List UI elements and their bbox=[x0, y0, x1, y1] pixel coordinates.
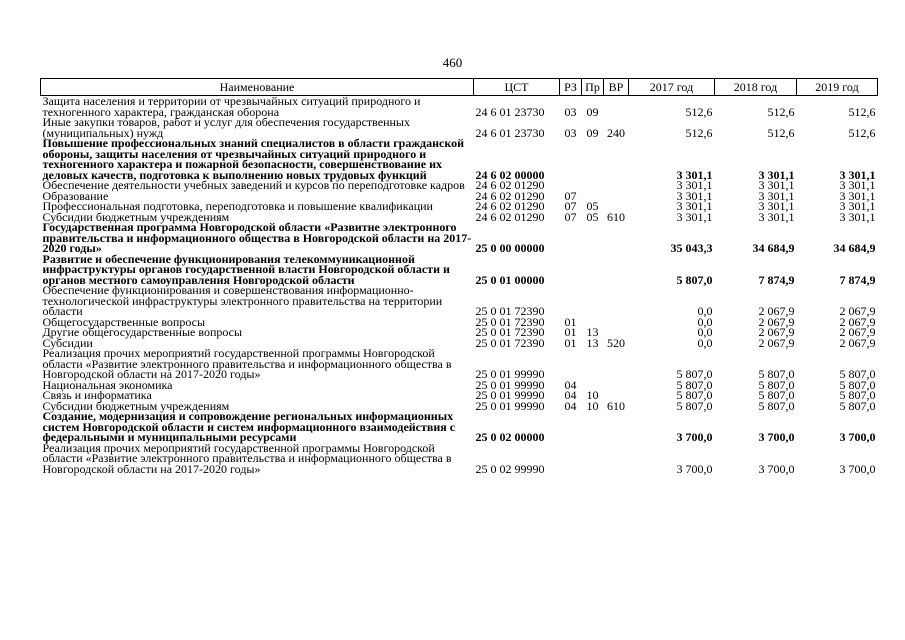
cell-name: Повышение профессиональных знаний специалистов в области гражданской обороны, защиты населения от чрезвычайных ситуаций природного и техногенного характера и пожарной безопасности, совершенствование их деловых качеств, подготовка к выполнению новых трудовых функций bbox=[42, 136, 465, 182]
cell-2019: 5 807,0 bbox=[839, 377, 876, 392]
table-row bbox=[41, 180, 878, 191]
cell-2017: 5 807,0 bbox=[676, 398, 713, 413]
cell-2018: 2 067,9 bbox=[758, 335, 795, 350]
cell-2018: 7 874,9 bbox=[758, 272, 795, 287]
cell-name: Профессиональная подготовка, переподготовка и повышение квалификации bbox=[42, 199, 433, 213]
cell-cst: 25 0 01 72390 bbox=[475, 335, 545, 350]
page-number: 460 bbox=[442, 55, 463, 70]
cell-2019: 5 807,0 bbox=[839, 388, 876, 402]
cell-2017: 3 700,0 bbox=[676, 430, 713, 444]
cell-rz: 01 bbox=[564, 325, 577, 339]
cell-2019: 3 301,1 bbox=[839, 188, 876, 203]
cell-rz: 03 bbox=[564, 125, 577, 140]
table-row bbox=[41, 443, 878, 475]
cell-2018: 3 301,1 bbox=[758, 199, 795, 213]
cell-2018: 5 807,0 bbox=[758, 398, 795, 413]
cell-cst: 25 0 02 00000 bbox=[475, 430, 545, 444]
cell-2018: 3 301,1 bbox=[758, 188, 795, 203]
cell-2018: 3 700,0 bbox=[758, 430, 795, 444]
cell-name: Субсидии бюджетным учреждениям bbox=[42, 398, 230, 413]
cell-2018: 512,6 bbox=[767, 125, 795, 140]
cell-rz bbox=[560, 222, 582, 254]
cell-vr bbox=[604, 222, 629, 254]
cell-name: Национальная экономика bbox=[42, 377, 173, 392]
cell-2018: 512,6 bbox=[767, 104, 795, 119]
cell-2019: 2 067,9 bbox=[839, 325, 876, 339]
budget-table bbox=[40, 78, 878, 474]
cell-vr bbox=[604, 191, 629, 202]
cell-2017: 5 807,0 bbox=[676, 377, 713, 392]
cell-name: Обеспечение деятельности учебных заведений и курсов по переподготовке кадров bbox=[42, 178, 465, 192]
cell-2017: 3 301,1 bbox=[676, 178, 713, 192]
cell-cst: 25 0 01 99990 bbox=[475, 388, 545, 402]
cell-2017: 3 700,0 bbox=[676, 461, 713, 476]
cell-2019: 3 301,1 bbox=[839, 209, 876, 224]
cell-2019: 2 067,9 bbox=[839, 335, 876, 350]
cell-2019: 2 067,9 bbox=[839, 304, 876, 318]
table-row bbox=[41, 327, 878, 338]
cell-pr bbox=[582, 443, 604, 475]
cell-pr bbox=[582, 222, 604, 254]
cell-vr bbox=[604, 96, 629, 118]
cell-pr: 05 bbox=[586, 209, 599, 224]
header-rz: РЗ bbox=[560, 79, 582, 96]
cell-cst: 25 0 01 72390 bbox=[475, 314, 545, 329]
cell-name: Образование bbox=[42, 188, 109, 203]
cell-pr bbox=[582, 285, 604, 317]
cell-2018: 2 067,9 bbox=[758, 325, 795, 339]
cell-vr: 520 bbox=[607, 335, 625, 350]
cell-pr bbox=[582, 180, 604, 191]
cell-2018: 3 700,0 bbox=[758, 461, 795, 476]
cell-2019: 3 700,0 bbox=[839, 430, 876, 444]
cell-pr: 09 bbox=[586, 125, 599, 140]
header-cst: ЦСТ bbox=[474, 79, 560, 96]
cell-vr bbox=[604, 317, 629, 328]
table-body bbox=[41, 96, 878, 475]
cell-2018: 5 807,0 bbox=[758, 388, 795, 402]
cell-2019: 3 301,1 bbox=[839, 199, 876, 213]
cell-vr bbox=[604, 138, 629, 180]
cell-2019: 7 874,9 bbox=[839, 272, 876, 287]
cell-2019: 34 684,9 bbox=[833, 241, 876, 255]
cell-name: Связь и информатика bbox=[42, 388, 152, 402]
cell-vr bbox=[604, 180, 629, 191]
cell-rz bbox=[560, 138, 582, 180]
cell-cst: 24 6 02 01290 bbox=[475, 199, 545, 213]
cell-name: Защита населения и территории от чрезвычайных ситуаций природного и техногенного характера, гражданская оборона bbox=[42, 94, 421, 119]
cell-2019: 512,6 bbox=[848, 125, 876, 140]
cell-rz bbox=[560, 411, 582, 443]
cell-name: Развитие и обеспечение функционирования телекоммуникационной инфраструктуры органов государственной власти Новгородской области и органов местного самоуправления Новгородской области bbox=[42, 251, 450, 287]
cell-name: Реализация прочих мероприятий государственной программы Новгородской области «Развитие электронного правительства и информационного общества в Новгородской области на 2017-2020 годы» bbox=[42, 440, 452, 476]
cell-2017: 5 807,0 bbox=[676, 367, 713, 381]
cell-pr bbox=[582, 348, 604, 380]
cell-2017: 3 301,1 bbox=[676, 199, 713, 213]
cell-2017: 3 301,1 bbox=[676, 209, 713, 224]
table-row bbox=[41, 411, 878, 443]
cell-2017: 0,0 bbox=[697, 314, 713, 329]
table-row bbox=[41, 138, 878, 180]
cell-2018: 2 067,9 bbox=[758, 314, 795, 329]
cell-pr: 05 bbox=[586, 199, 599, 213]
cell-cst: 24 6 02 01290 bbox=[475, 188, 545, 203]
cell-name: Субсидии бюджетным учреждениям bbox=[42, 209, 230, 224]
cell-pr: 13 bbox=[586, 325, 599, 339]
cell-name: Иные закупки товаров, работ и услуг для обеспечения государственных (муниципальных) нужд bbox=[42, 115, 410, 140]
cell-2017: 0,0 bbox=[697, 335, 713, 350]
cell-2018: 3 301,1 bbox=[758, 178, 795, 192]
cell-vr: 240 bbox=[607, 125, 625, 140]
cell-vr bbox=[604, 348, 629, 380]
cell-name: Реализация прочих мероприятий государственной программы Новгородской области «Развитие электронного правительства и информационного общества в Новгородской области на 2017-2020 годы» bbox=[42, 346, 452, 381]
cell-rz bbox=[560, 254, 582, 286]
cell-2017: 5 807,0 bbox=[676, 388, 713, 402]
cell-rz: 01 bbox=[564, 314, 577, 329]
cell-2019: 5 807,0 bbox=[839, 367, 876, 381]
cell-pr: 09 bbox=[586, 104, 599, 119]
cell-2019: 512,6 bbox=[848, 104, 876, 119]
cell-pr: 13 bbox=[586, 335, 599, 350]
cell-name: Субсидии bbox=[42, 335, 93, 350]
cell-name: Государственная программа Новгородской области «Развитие электронного правительства и информационного общества в Новгородской области на 2017-2020 годы» bbox=[42, 220, 472, 255]
table-header-row bbox=[41, 79, 878, 96]
cell-pr bbox=[582, 411, 604, 443]
cell-2017: 0,0 bbox=[697, 304, 713, 318]
cell-name: Другие общегосударственные вопросы bbox=[42, 325, 243, 339]
header-pr: Пр bbox=[582, 79, 604, 96]
cell-2018: 2 067,9 bbox=[758, 304, 795, 318]
header-name: Наименование bbox=[41, 79, 474, 96]
cell-rz bbox=[560, 348, 582, 380]
cell-2018: 5 807,0 bbox=[758, 377, 795, 392]
cell-pr: 10 bbox=[586, 398, 599, 413]
cell-2017: 35 043,3 bbox=[670, 241, 713, 255]
header-2017: 2017 год bbox=[629, 79, 715, 96]
cell-vr bbox=[604, 443, 629, 475]
cell-cst: 25 0 01 72390 bbox=[475, 304, 545, 318]
cell-2017: 512,6 bbox=[685, 125, 713, 140]
cell-2018: 3 301,1 bbox=[758, 209, 795, 224]
header-2019: 2019 год bbox=[797, 79, 878, 96]
cell-2019: 5 807,0 bbox=[839, 398, 876, 413]
cell-vr bbox=[604, 411, 629, 443]
cell-rz: 07 bbox=[564, 209, 577, 224]
header-vr: ВР bbox=[604, 79, 629, 96]
cell-cst: 25 0 00 00000 bbox=[475, 241, 545, 255]
cell-cst: 24 6 01 23730 bbox=[475, 125, 545, 140]
cell-2018: 5 807,0 bbox=[758, 367, 795, 381]
cell-name: Обеспечение функционирования и совершенствования информационно-технологической инфраструктуры электронного правительства на территории области bbox=[42, 283, 443, 318]
header-2018: 2018 год bbox=[715, 79, 797, 96]
cell-pr bbox=[582, 138, 604, 180]
cell-cst: 24 6 02 00000 bbox=[475, 167, 545, 182]
cell-2017: 0,0 bbox=[697, 325, 713, 339]
cell-cst: 25 0 01 99990 bbox=[475, 377, 545, 392]
cell-name: Создание, модернизация и сопровождение региональных информационных систем Новгородской области и систем информационного взаимодействия с федеральными и муниципальными ресурсами bbox=[42, 409, 456, 444]
table-row bbox=[41, 96, 878, 118]
cell-vr bbox=[604, 380, 629, 391]
cell-2017: 3 301,1 bbox=[676, 188, 713, 203]
cell-2018: 34 684,9 bbox=[752, 241, 795, 255]
cell-2018: 3 301,1 bbox=[758, 167, 795, 182]
cell-cst: 25 0 02 99990 bbox=[475, 461, 545, 476]
cell-vr bbox=[604, 285, 629, 317]
cell-2017: 5 807,0 bbox=[676, 272, 713, 287]
cell-pr bbox=[582, 254, 604, 286]
cell-cst: 24 6 02 01290 bbox=[475, 178, 545, 192]
cell-name: Общегосударственные вопросы bbox=[42, 314, 206, 329]
table-row bbox=[41, 380, 878, 391]
cell-2019: 3 301,1 bbox=[839, 178, 876, 192]
table-row bbox=[41, 117, 878, 138]
cell-cst: 25 0 01 99990 bbox=[475, 367, 545, 381]
cell-vr: 610 bbox=[607, 398, 625, 413]
table-row bbox=[41, 222, 878, 254]
cell-rz: 04 bbox=[564, 377, 577, 392]
cell-vr bbox=[604, 254, 629, 286]
cell-cst: 24 6 01 23730 bbox=[475, 104, 545, 119]
cell-cst: 25 0 01 72390 bbox=[475, 325, 545, 339]
cell-rz: 04 bbox=[564, 388, 577, 402]
cell-rz: 01 bbox=[564, 335, 577, 350]
cell-rz: 03 bbox=[564, 104, 577, 119]
cell-vr: 610 bbox=[607, 209, 625, 224]
cell-rz bbox=[560, 285, 582, 317]
table-row bbox=[41, 285, 878, 317]
cell-2017: 512,6 bbox=[685, 104, 713, 119]
cell-rz: 07 bbox=[564, 199, 577, 213]
cell-2019: 3 301,1 bbox=[839, 167, 876, 182]
cell-rz: 07 bbox=[564, 188, 577, 203]
table-row bbox=[41, 254, 878, 286]
cell-cst: 25 0 01 00000 bbox=[475, 272, 545, 287]
cell-2017: 3 301,1 bbox=[676, 167, 713, 182]
cell-cst: 24 6 02 01290 bbox=[475, 209, 545, 224]
cell-rz: 04 bbox=[564, 398, 577, 413]
cell-pr: 10 bbox=[586, 388, 599, 402]
cell-cst: 25 0 01 99990 bbox=[475, 398, 545, 413]
cell-2019: 3 700,0 bbox=[839, 461, 876, 476]
cell-rz bbox=[560, 443, 582, 475]
cell-2019: 2 067,9 bbox=[839, 314, 876, 329]
table-row bbox=[41, 348, 878, 380]
